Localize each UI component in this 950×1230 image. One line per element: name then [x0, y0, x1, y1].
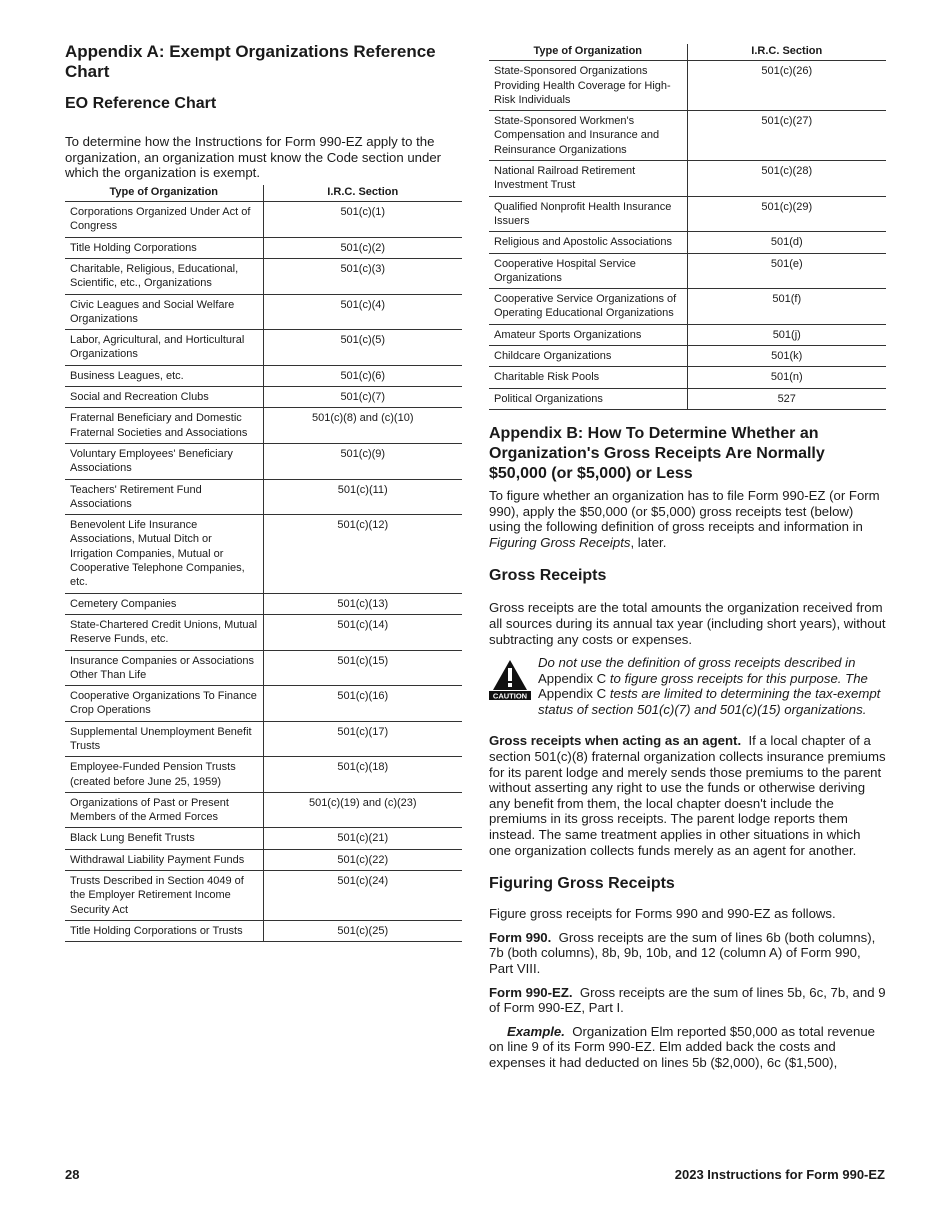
irc-section-cell: 501(c)(19) and (c)(23)	[263, 792, 462, 828]
irc-section-cell: 501(c)(25)	[263, 920, 462, 941]
org-type-cell: Organizations of Past or Present Members of the Armed Forces	[65, 792, 263, 828]
irc-section-cell: 501(c)(22)	[263, 849, 462, 870]
table-row	[65, 258, 462, 294]
form-990-text: Gross receipts are the sum of lines 6b (both columns), 7b (both columns), 8b, 9b, 10b, and 12 (column A) of Form 990, Part VIII.	[489, 929, 876, 976]
table-row	[65, 237, 462, 258]
appendix-b-title: Appendix B: How To Determine Whether an Organization's Gross Receipts Are Normally $50,000 (or $5,000) or Less	[489, 424, 825, 482]
irc-section-cell: 501(f)	[687, 289, 886, 325]
figuring-gross-receipts-heading: Figuring Gross Receipts	[489, 875, 675, 893]
col-header-type: Type of Organization	[489, 44, 687, 61]
agent-heading: Gross receipts when acting as an agent.	[489, 733, 742, 749]
appendix-b-intro	[489, 488, 886, 550]
org-type-cell: Benevolent Life Insurance Associations, Mutual Ditch or Irrigation Companies, Mutual or Cooperative Telephone Companies, etc.	[65, 515, 263, 593]
figuring-intro: Figure gross receipts for Forms 990 and 990-EZ as follows.	[489, 906, 836, 922]
org-type-cell: Supplemental Unemployment Benefit Trusts	[65, 721, 263, 757]
org-type-cell: Charitable Risk Pools	[489, 367, 687, 388]
agent-paragraph	[489, 733, 886, 858]
table-row	[489, 289, 886, 325]
org-type-cell: Cemetery Companies	[65, 593, 263, 614]
left-column	[65, 42, 462, 942]
table-row	[65, 721, 462, 757]
table-row	[489, 388, 886, 409]
org-type-cell: Social and Recreation Clubs	[65, 387, 263, 408]
table-row	[65, 849, 462, 870]
table-row	[489, 61, 886, 111]
form-990ez-label: Form 990-EZ.	[489, 984, 573, 1000]
irc-section-cell: 501(c)(7)	[263, 387, 462, 408]
intro-text-end: , later.	[630, 534, 667, 550]
irc-section-cell: 501(c)(4)	[263, 294, 462, 330]
gross-receipts-text: Gross receipts are the total amounts the organization received from all sources during its annual tax year (including short years), without subtracting any costs or expenses.	[489, 600, 886, 647]
irc-section-cell: 501(c)(9)	[263, 443, 462, 479]
table-row	[65, 479, 462, 515]
table-row	[65, 365, 462, 386]
org-type-cell: Voluntary Employees' Beneficiary Associations	[65, 443, 263, 479]
irc-section-cell: 501(c)(16)	[263, 686, 462, 722]
org-type-cell: Teachers' Retirement Fund Associations	[65, 479, 263, 515]
irc-section-cell: 501(c)(1)	[263, 202, 462, 238]
table-row	[65, 871, 462, 921]
org-type-cell: Title Holding Corporations	[65, 237, 263, 258]
org-type-cell: National Railroad Retirement Investment Trust	[489, 161, 687, 197]
table-row	[65, 408, 462, 444]
col-header-type: Type of Organization	[65, 185, 263, 202]
caution-part3: to figure gross receipts for this purpose. The	[606, 670, 868, 686]
irc-section-cell: 501(c)(26)	[687, 61, 886, 111]
form-990-paragraph	[489, 930, 886, 977]
example-text: Organization Elm reported $50,000 as total revenue on line 9 of its Form 990-EZ. Elm added back the costs and expenses it had deducted on lines 5b ($2,000), 6c ($1,500),	[489, 1023, 876, 1070]
org-type-cell: State-Sponsored Organizations Providing Health Coverage for High-Risk Individuals	[489, 61, 687, 111]
caution-icon-label: CAUTION	[492, 691, 528, 701]
org-type-cell: Trusts Described in Section 4049 of the Employer Retirement Income Security Act	[65, 871, 263, 921]
table-row	[489, 232, 886, 253]
irc-section-cell: 501(c)(13)	[263, 593, 462, 614]
agent-text: If a local chapter of a section 501(c)(8) fraternal organization collects insurance premiums for its parent lodge and merely sends those premiums to the parent without asserting any right to use the funds or otherwise deriving any benefit from them, the local chapter doesn't include the premiums in its gross receipts. The parent lodge reports them instead. The same treatment applies in other situations in which one organization collects funds merely as an agent for another.	[489, 733, 886, 858]
form-990ez-text: Gross receipts are the sum of lines 5b, 6c, 7b, and 9 of Form 990-EZ, Part I.	[489, 984, 886, 1016]
gross-receipts-heading: Gross Receipts	[489, 567, 607, 585]
irc-section-cell: 501(c)(6)	[263, 365, 462, 386]
caution-note	[489, 655, 886, 717]
org-type-cell: Amateur Sports Organizations	[489, 324, 687, 345]
table-row	[489, 346, 886, 367]
example-paragraph	[489, 1024, 886, 1071]
org-type-cell: Employee-Funded Pension Trusts (created before June 25, 1959)	[65, 757, 263, 793]
irc-section-cell: 501(c)(3)	[263, 258, 462, 294]
irc-section-cell: 501(d)	[687, 232, 886, 253]
org-type-cell: Title Holding Corporations or Trusts	[65, 920, 263, 941]
eo-reference-chart-heading: EO Reference Chart	[65, 95, 217, 112]
org-type-cell: Cooperative Organizations To Finance Crop Operations	[65, 686, 263, 722]
col-header-section: I.R.C. Section	[687, 44, 886, 61]
irc-section-cell: 501(c)(18)	[263, 757, 462, 793]
form-990ez-paragraph	[489, 985, 886, 1016]
caution-part4: Appendix C	[538, 686, 607, 702]
table-row	[65, 614, 462, 650]
eo-reference-table-right	[489, 44, 886, 410]
appendix-a-title: Appendix A: Exempt Organizations Reference Chart	[65, 42, 436, 81]
irc-section-cell: 501(c)(15)	[263, 650, 462, 686]
table-row	[65, 920, 462, 941]
table-row	[65, 757, 462, 793]
irc-section-cell: 501(c)(11)	[263, 479, 462, 515]
table-row	[489, 161, 886, 197]
table-row	[65, 828, 462, 849]
org-type-cell: Civic Leagues and Social Welfare Organizations	[65, 294, 263, 330]
irc-section-cell: 501(c)(24)	[263, 871, 462, 921]
form-990-label: Form 990.	[489, 929, 552, 945]
irc-section-cell: 501(c)(28)	[687, 161, 886, 197]
org-type-cell: Cooperative Service Organizations of Operating Educational Organizations	[489, 289, 687, 325]
org-type-cell: State-Sponsored Workmen's Compensation and Insurance and Reinsurance Organizations	[489, 111, 687, 161]
irc-section-cell: 501(k)	[687, 346, 886, 367]
table-row	[65, 443, 462, 479]
table-row	[489, 111, 886, 161]
table-row	[65, 202, 462, 238]
table-row	[65, 792, 462, 828]
org-type-cell: Business Leagues, etc.	[65, 365, 263, 386]
table-row	[65, 330, 462, 366]
org-type-cell: Withdrawal Liability Payment Funds	[65, 849, 263, 870]
irc-section-cell: 501(c)(5)	[263, 330, 462, 366]
table-row	[489, 253, 886, 289]
table-header-row	[489, 44, 886, 61]
table-row	[65, 387, 462, 408]
org-type-cell: Black Lung Benefit Trusts	[65, 828, 263, 849]
caution-part1: Do not use the definition of gross receipts described in	[538, 655, 856, 671]
caution-text	[489, 655, 886, 717]
org-type-cell: Cooperative Hospital Service Organizations	[489, 253, 687, 289]
irc-section-cell: 501(n)	[687, 367, 886, 388]
footer-doc-title: 2023 Instructions for Form 990-EZ	[674, 1167, 885, 1182]
appendix-a-intro: To determine how the Instructions for Form 990-EZ apply to the organization, an organization must know the Code section under which the organization is exempt.	[65, 134, 442, 181]
table-row	[65, 593, 462, 614]
org-type-cell: Insurance Companies or Associations Other Than Life	[65, 650, 263, 686]
caution-part5: tests are limited to determining the tax-exempt status of section 501(c)(7) and 501(c)(15) organizations.	[538, 686, 881, 717]
table-row	[65, 294, 462, 330]
caution-part2: Appendix C	[538, 670, 607, 686]
page-number: 28	[65, 1167, 80, 1182]
irc-section-cell: 527	[687, 388, 886, 409]
table-header-row	[65, 185, 462, 202]
table-row	[489, 196, 886, 232]
table-row	[65, 515, 462, 593]
irc-section-cell: 501(e)	[687, 253, 886, 289]
org-type-cell: Fraternal Beneficiary and Domestic Fraternal Societies and Associations	[65, 408, 263, 444]
intro-text: To figure whether an organization has to file Form 990-EZ (or Form 990), apply the $50,000 (or $5,000) gross receipts test (below) using the following definition of gross receipts and information in	[489, 487, 880, 535]
irc-section-cell: 501(c)(29)	[687, 196, 886, 232]
col-header-section: I.R.C. Section	[263, 185, 462, 202]
example-label: Example.	[507, 1023, 565, 1039]
right-column	[489, 44, 886, 1071]
irc-section-cell: 501(c)(21)	[263, 828, 462, 849]
irc-section-cell: 501(c)(2)	[263, 237, 462, 258]
irc-section-cell: 501(c)(14)	[263, 614, 462, 650]
irc-section-cell: 501(c)(17)	[263, 721, 462, 757]
org-type-cell: State-Chartered Credit Unions, Mutual Reserve Funds, etc.	[65, 614, 263, 650]
org-type-cell: Qualified Nonprofit Health Insurance Issuers	[489, 196, 687, 232]
org-type-cell: Charitable, Religious, Educational, Scientific, etc., Organizations	[65, 258, 263, 294]
org-type-cell: Political Organizations	[489, 388, 687, 409]
irc-section-cell: 501(c)(12)	[263, 515, 462, 593]
org-type-cell: Childcare Organizations	[489, 346, 687, 367]
irc-section-cell: 501(j)	[687, 324, 886, 345]
table-row	[489, 367, 886, 388]
org-type-cell: Corporations Organized Under Act of Congress	[65, 202, 263, 238]
org-type-cell: Labor, Agricultural, and Horticultural Organizations	[65, 330, 263, 366]
org-type-cell: Religious and Apostolic Associations	[489, 232, 687, 253]
table-row	[65, 650, 462, 686]
caution-icon	[489, 658, 531, 700]
irc-section-cell: 501(c)(8) and (c)(10)	[263, 408, 462, 444]
table-row	[65, 686, 462, 722]
irc-section-cell: 501(c)(27)	[687, 111, 886, 161]
intro-link-text: Figuring Gross Receipts	[489, 534, 631, 550]
table-row	[489, 324, 886, 345]
eo-reference-table-left	[65, 185, 462, 942]
